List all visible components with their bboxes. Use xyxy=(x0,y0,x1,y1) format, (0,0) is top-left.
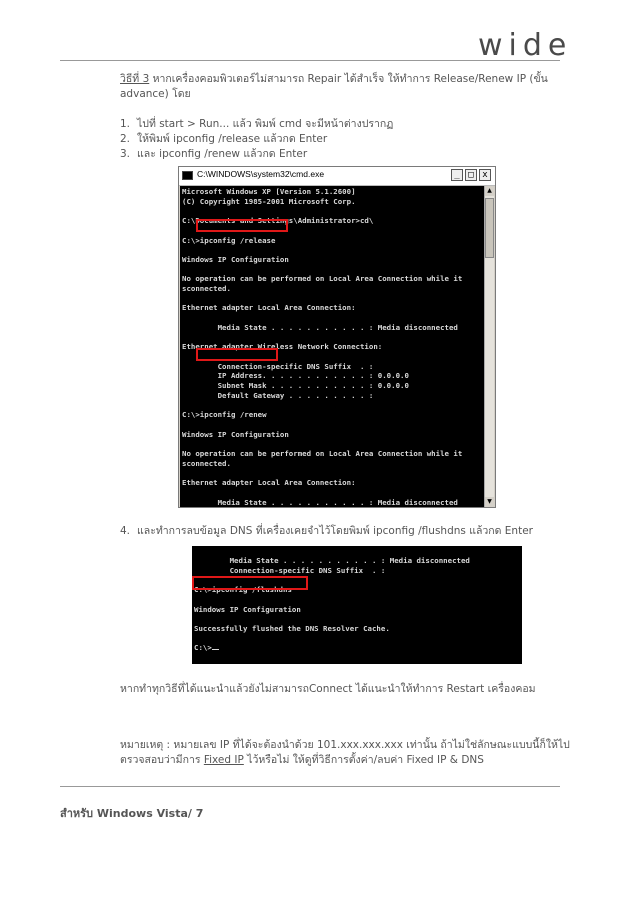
header-rule xyxy=(60,60,560,61)
console-line: Windows IP Configuration xyxy=(182,429,289,439)
console-line: Ethernet adapter Local Area Connection: xyxy=(182,478,356,488)
scroll-up-icon[interactable]: ▲ xyxy=(485,186,494,196)
console-line: Successfully flushed the DNS Resolver Cache. xyxy=(194,623,390,633)
highlight-flushdns xyxy=(192,576,308,590)
cmd-console-flushdns xyxy=(192,546,522,664)
console-line: Microsoft Windows XP [Version 5.1.2600] xyxy=(182,187,356,196)
step-number: 1. xyxy=(120,118,131,130)
console-line: Media State . . . . . . . . . . . : Media disconnected xyxy=(194,556,470,565)
cmd-icon xyxy=(182,171,193,180)
console-line: Connection-specific DNS Suffix . : xyxy=(182,361,374,371)
method3-intro xyxy=(120,72,548,87)
step4 xyxy=(120,524,533,539)
cmd-window xyxy=(178,166,496,508)
highlight-release xyxy=(196,219,288,232)
step-text: และ ipconfig /renew แล้วกด Enter xyxy=(137,148,308,160)
console-line: Windows IP Configuration xyxy=(194,604,301,614)
step-text: ไปที่ start > Run... แล้ว พิมพ์ cmd จะมีหน้าต่างปรากฏ xyxy=(137,118,394,130)
console-output xyxy=(192,546,522,654)
console-line: Default Gateway . . . . . . . . . : xyxy=(182,390,374,400)
restart-note: หากทำทุกวิธีที่ได้แนะนำแล้วยังไม่สามารถConnect ได้แนะนำให้ทำการ Restart เครื่องคอม xyxy=(120,683,536,695)
console-line: (C) Copyright 1985-2001 Microsoft Corp. xyxy=(182,196,356,206)
cmd-scrollbar[interactable] xyxy=(484,186,494,507)
console-line: No operation can be performed on Local Area Connection while it xyxy=(182,448,463,458)
console-line: C:\Documents and Settings\Administrator>cd\ xyxy=(182,216,374,226)
wide-logo: wide xyxy=(478,28,573,63)
step-text: ให้พิมพ์ ipconfig /release แล้วกด Enter xyxy=(137,133,328,145)
method3-intro-text: หากเครื่องคอมพิวเตอร์ไม่สามารถ Repair ได้สำเร็จ ให้ทำการ Release/Renew IP (ขั้น xyxy=(149,73,548,85)
console-line: sconnected. xyxy=(182,284,231,294)
console-line: No operation can be performed on Local Area Connection while it xyxy=(182,274,463,284)
console-line: Media State . . . . . . . . . . . : Media disconnected xyxy=(182,322,458,332)
scroll-down-icon[interactable]: ▼ xyxy=(485,497,494,507)
steps-list xyxy=(120,117,393,162)
remark-text: ตรวจสอบว่ามีการ xyxy=(120,754,204,766)
highlight-renew xyxy=(196,348,278,361)
console-line: C:\> xyxy=(194,643,212,653)
step-text: และทำการลบข้อมูล DNS ที่เครื่องเคยจำไว้โดยพิมพ์ ipconfig /flushdns แล้วกด Enter xyxy=(137,525,533,537)
list-item xyxy=(120,117,393,132)
step-number: 2. xyxy=(120,133,131,145)
console-line: Subnet Mask . . . . . . . . . . . : 0.0.0.0 xyxy=(182,381,409,391)
section-heading: สำหรับ Windows Vista/ 7 xyxy=(60,807,204,820)
remark-text: ไว้หรือไม่ ให้ดูที่วิธีการตั้งค่า/ลบค่า Fixed IP & DNS xyxy=(243,754,484,766)
minimize-button[interactable]: _ xyxy=(451,169,463,181)
close-button[interactable]: x xyxy=(479,169,491,181)
console-line: C:\>ipconfig /release xyxy=(182,235,276,245)
scroll-thumb[interactable] xyxy=(485,198,494,258)
cmd-window-title: C:\WINDOWS\system32\cmd.exe xyxy=(197,169,325,179)
console-line: IP Address. . . . . . . . . . . . : 0.0.0.0 xyxy=(182,371,409,381)
step-number: 3. xyxy=(120,148,131,160)
cmd-console xyxy=(180,186,485,507)
console-line: Ethernet adapter Wireless Network Connection: xyxy=(182,342,383,352)
maximize-button[interactable]: □ xyxy=(465,169,477,181)
section-rule xyxy=(60,786,560,787)
console-line: Connection-specific DNS Suffix . : xyxy=(194,565,386,575)
fixed-ip-link[interactable]: Fixed IP xyxy=(203,754,244,766)
step-number: 4. xyxy=(120,525,131,537)
list-item xyxy=(120,147,393,162)
text-cursor xyxy=(212,649,219,650)
console-line: C:\>ipconfig /renew xyxy=(182,410,267,420)
list-item xyxy=(120,132,393,147)
method3-title: วิธีที่ 3 xyxy=(120,73,150,85)
console-line: Media State . . . . . . . . . . . : Media disconnected xyxy=(182,497,458,507)
cmd-titlebar xyxy=(179,167,495,186)
console-output xyxy=(180,186,485,507)
console-line: C:\>ipconfig /flushdns xyxy=(194,585,292,595)
remark-line2 xyxy=(120,753,484,768)
console-line: Windows IP Configuration xyxy=(182,254,289,264)
method3-intro-line2: advance) โดย xyxy=(120,88,191,100)
remark-line1: หมายเหตุ : หมายเลข IP ที่ได้จะต้องนำด้วย 101.xxx.xxx.xxx เท่านั้น ถ้าไม่ใช่ลักษณะแบบนี้ก็ให้ไป xyxy=(120,739,570,751)
console-line: Ethernet adapter Local Area Connection: xyxy=(182,303,356,313)
console-line: sconnected. xyxy=(182,458,231,468)
